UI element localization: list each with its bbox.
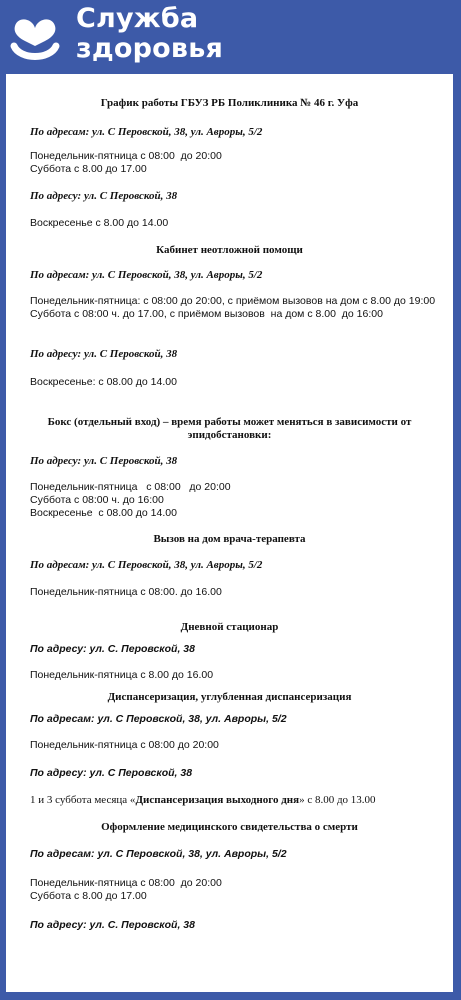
s4-heading: Вызов на дом врача-терапевта [153,533,306,545]
s3-hours [30,481,442,520]
s6-address-2: По адресу: ул. С Перовской, 38 [30,767,193,779]
s2-sunday: Воскресенье: с 08.00 до 14.00 [30,376,177,388]
s6-saturday [30,794,442,807]
brand-line-2: здоровья [76,33,224,64]
s6-weekdays: Понедельник-пятница с 08:00 до 20:00 [30,739,219,751]
s5-address-1: По адресу: ул. С. Перовской, 38 [30,643,195,655]
s4-address-1: По адресам: ул. С Перовской, 38, ул. Авроры, 5/2 [30,559,263,571]
s2-address-1: По адресам: ул. С Перовской, 38, ул. Авроры, 5/2 [30,269,263,281]
app-header [0,0,461,72]
s4-weekdays: Понедельник-пятница с 08:00. до 16.00 [30,586,222,598]
s3-saturday: Суббота с 08:00 ч. до 16:00 [30,494,164,506]
s7-address-2: По адресу: ул. С. Перовской, 38 [30,919,195,931]
s6-heading: Диспансеризация, углубленная диспансеризация [107,691,352,703]
s5-weekdays: Понедельник-пятница с 8.00 до 16.00 [30,669,214,681]
s6-saturday-hours: » с 8.00 до 13.00 [299,794,376,806]
heart-smile-icon [6,8,64,66]
s7-heading: Оформление медицинского свидетельства о смерти [101,821,358,833]
brand-name [76,4,223,64]
s2-weekdays: Понедельник-пятница: с 08:00 до 20:00, с приёмом вызовов на дом с 8.00 до 19:00 [30,295,436,307]
s1-hours [30,150,442,176]
s6-address-1: По адресам: ул. С Перовской, 38, ул. Авроры, 5/2 [30,713,287,725]
brand-line-1: Служба [76,3,199,34]
document-title: График работы ГБУЗ РБ Поликлиника № 46 г. Уфа [100,97,359,109]
s1-address-2: По адресу: ул. С Перовской, 38 [30,190,178,202]
schedule-document [6,74,453,992]
s3-heading: Бокс (отдельный вход) – время работы может меняться в зависимости от эпидобстановки: [47,416,412,441]
s1-address-1: По адресам: ул. С Перовской, 38, ул. Авроры, 5/2 [30,126,263,138]
s2-heading: Кабинет неотложной помощи [156,244,303,256]
s2-saturday: Суббота с 08:00 ч. до 17.00, с приёмом вызовов на дом с 8.00 до 16:00 [30,308,383,320]
s6-saturday-program: Диспансеризация выходного дня [135,794,300,806]
s3-weekdays: Понедельник-пятница с 08:00 до 20:00 [30,481,231,493]
s2-hours [30,295,442,321]
s3-sunday: Воскресенье с 08.00 до 14.00 [30,507,177,519]
s7-weekdays: Понедельник-пятница с 08:00 до 20:00 [30,877,222,889]
s1-weekdays: Понедельник-пятница с 08:00 до 20:00 [30,150,222,162]
s2-address-2: По адресу: ул. С Перовской, 38 [30,348,178,360]
s7-address-1: По адресам: ул. С Перовской, 38, ул. Авроры, 5/2 [30,848,287,860]
s6-saturday-prefix: 1 и 3 суббота месяца « [30,794,136,806]
s1-saturday: Суббота с 8.00 до 17.00 [30,163,147,175]
s7-hours [30,877,442,903]
s3-address-1: По адресу: ул. С Перовской, 38 [30,455,178,467]
s7-saturday: Суббота с 8.00 до 17.00 [30,890,147,902]
s1-sunday: Воскресенье с 8.00 до 14.00 [30,217,169,229]
s5-heading: Дневной стационар [180,621,279,633]
